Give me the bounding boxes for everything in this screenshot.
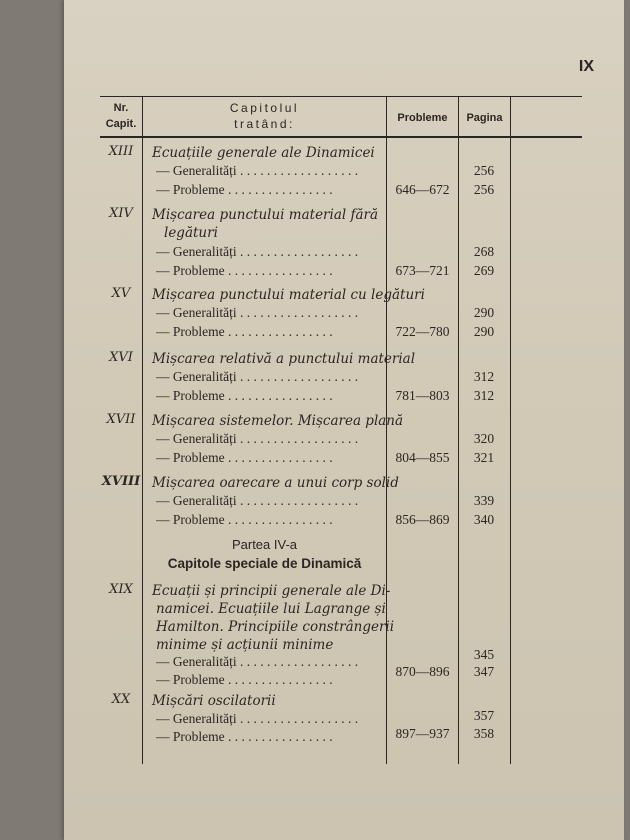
chapter-title: [152, 692, 384, 710]
page-value: 290: [473, 324, 495, 339]
chapter-title: [152, 350, 416, 368]
problems-label: — Probleme . . . . . . . . . . . . . . . .: [156, 672, 333, 687]
header-chapter-line2: tratând:: [234, 117, 295, 131]
page-value: 345: [473, 647, 495, 662]
book-page: [64, 0, 624, 840]
header-chapter: [143, 100, 386, 132]
problem-range: 722—780: [395, 324, 450, 339]
problem-range: 856—869: [395, 512, 450, 527]
chapter-number: XIV: [109, 206, 133, 221]
chapter-number: XVI: [109, 350, 133, 365]
problems-label: — Probleme . . . . . . . . . . . . . . . .: [156, 182, 333, 197]
generalities-label: — Generalități . . . . . . . . . . . . . . . . . .: [156, 493, 359, 508]
page-number: IX: [578, 58, 594, 75]
chapter-number: XIII: [108, 144, 134, 159]
header-page: Pagina: [466, 112, 503, 124]
table-of-contents: [100, 96, 582, 764]
problem-range: 781—803: [395, 388, 450, 403]
page-value: 357: [473, 708, 495, 723]
generalities-label: — Generalități . . . . . . . . . . . . . . . . . .: [156, 163, 359, 178]
part-label: Partea IV-a: [231, 537, 298, 552]
page-value: 268: [473, 244, 495, 259]
problem-range: 897—937: [395, 726, 450, 741]
chapter-title-line: legături: [164, 225, 218, 241]
part-title: Capitole speciale de Dinamică: [167, 556, 362, 571]
chapter-title: [152, 286, 425, 304]
header-chapter-line1: Capitolul: [229, 101, 300, 115]
generalities-label: — Generalități . . . . . . . . . . . . . . . . . .: [156, 369, 359, 384]
chapter-title-line: Mișcarea punctului material fără: [152, 207, 379, 223]
page-value: 312: [473, 388, 495, 403]
header-nr-line2: Capit.: [105, 118, 137, 130]
page-value: 340: [473, 512, 495, 527]
chapter-title: [152, 412, 404, 430]
generalities-label: — Generalități . . . . . . . . . . . . . . . . . .: [156, 305, 359, 320]
page-value: 358: [473, 726, 495, 741]
chapter-number: XIX: [109, 582, 133, 597]
page-value: 321: [473, 450, 495, 465]
chapter-title-line: Mișcări oscilatorii: [152, 693, 276, 709]
chapter-title: [152, 474, 399, 492]
generalities-label: — Generalități . . . . . . . . . . . . . . . . . .: [156, 654, 359, 669]
column-divider: [142, 96, 143, 764]
problems-label: — Probleme . . . . . . . . . . . . . . . .: [156, 263, 333, 278]
page-value: 320: [473, 431, 495, 446]
chapter-number: XVIII: [101, 474, 141, 489]
chapter-number: XV: [111, 286, 131, 301]
chapter-title-line: Hamilton. Principiile constrângerii: [156, 619, 395, 635]
column-divider: [510, 96, 511, 764]
chapter-title: [152, 144, 384, 162]
page-value: 256: [473, 182, 495, 197]
problem-range: 673—721: [395, 263, 450, 278]
problem-range: 804—855: [395, 450, 450, 465]
chapter-title: [152, 206, 384, 242]
chapter-title-line: Mișcarea relativă a punctului material: [152, 351, 416, 367]
chapter-title-line: minime și acțiunii minime: [156, 637, 334, 653]
problems-label: — Probleme . . . . . . . . . . . . . . . .: [156, 512, 333, 527]
chapter-number: XX: [111, 692, 131, 707]
problems-label: — Probleme . . . . . . . . . . . . . . . .: [156, 450, 333, 465]
chapter-title-line: Ecuațiile generale ale Dinamicei: [152, 145, 375, 161]
page-value: 290: [473, 305, 495, 320]
chapter-title: [152, 582, 395, 654]
page-value: 256: [473, 163, 495, 178]
page-value: 347: [473, 664, 495, 679]
chapter-title-line: Mișcarea sistemelor. Mișcarea plană: [152, 413, 404, 429]
chapter-title-line: Mișcarea oarecare a unui corp solid: [152, 475, 399, 491]
chapter-title-line: namicei. Ecuațiile lui Lagrange și: [156, 601, 386, 617]
generalities-label: — Generalități . . . . . . . . . . . . . . . . . .: [156, 244, 359, 259]
chapter-title-line: Mișcarea punctului material cu legături: [152, 287, 425, 303]
page-value: 269: [473, 263, 495, 278]
chapter-title-line: Ecuații și principii generale ale Di-: [152, 583, 391, 599]
header-nr-line1: Nr.: [113, 102, 129, 114]
problems-label: — Probleme . . . . . . . . . . . . . . . .: [156, 729, 333, 744]
problem-range: 870—896: [395, 664, 450, 679]
problems-label: — Probleme . . . . . . . . . . . . . . . .: [156, 324, 333, 339]
generalities-label: — Generalități . . . . . . . . . . . . . . . . . .: [156, 431, 359, 446]
generalities-label: — Generalități . . . . . . . . . . . . . . . . . .: [156, 711, 359, 726]
page-value: 312: [473, 369, 495, 384]
problems-label: — Probleme . . . . . . . . . . . . . . . .: [156, 388, 333, 403]
chapter-number: XVII: [106, 412, 136, 427]
page-value: 339: [473, 493, 495, 508]
problem-range: 646—672: [395, 182, 450, 197]
header-nr: [100, 100, 142, 132]
header-problems: Probleme: [397, 112, 448, 124]
